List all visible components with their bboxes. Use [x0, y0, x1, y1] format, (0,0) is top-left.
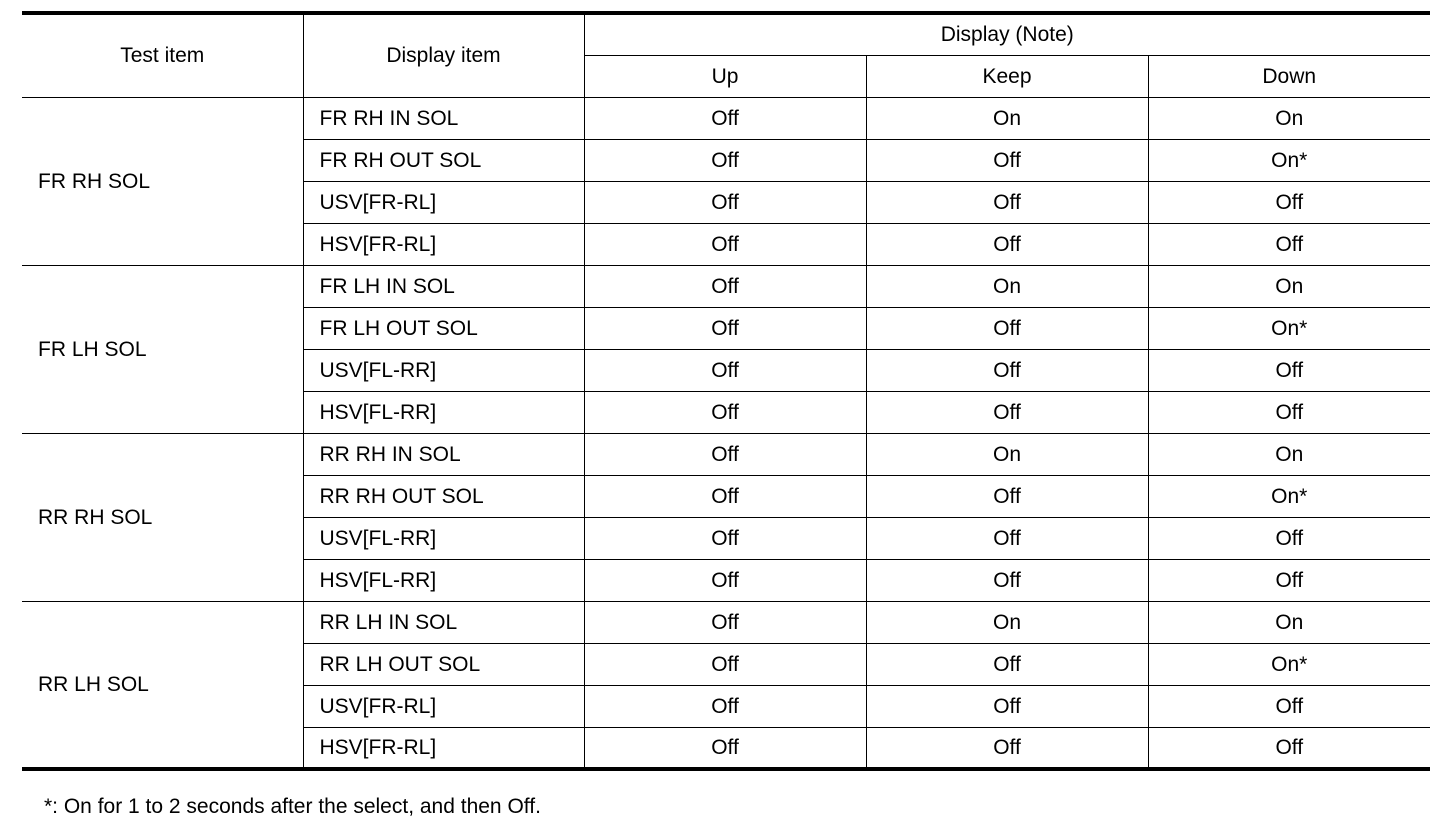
down-value-cell: Off — [1148, 517, 1430, 559]
table-body — [22, 97, 1430, 769]
down-value-cell: On* — [1148, 139, 1430, 181]
up-value-cell: Off — [584, 139, 866, 181]
keep-value-cell: Off — [866, 475, 1148, 517]
keep-value-cell: Off — [866, 517, 1148, 559]
up-value-cell: Off — [584, 265, 866, 307]
keep-value-cell: Off — [866, 559, 1148, 601]
down-value-cell: On — [1148, 265, 1430, 307]
display-item-cell: FR RH IN SOL — [303, 97, 584, 139]
display-item-cell: USV[FR-RL] — [303, 181, 584, 223]
test-item-cell: FR RH SOL — [22, 97, 303, 265]
test-item-cell: RR RH SOL — [22, 433, 303, 601]
down-value-cell: Off — [1148, 685, 1430, 727]
up-value-cell: Off — [584, 685, 866, 727]
header-down: Down — [1148, 55, 1430, 97]
down-value-cell: On — [1148, 433, 1430, 475]
display-item-cell: RR RH IN SOL — [303, 433, 584, 475]
up-value-cell: Off — [584, 727, 866, 769]
header-keep: Keep — [866, 55, 1148, 97]
up-value-cell: Off — [584, 97, 866, 139]
display-item-cell: HSV[FL-RR] — [303, 559, 584, 601]
down-value-cell: Off — [1148, 181, 1430, 223]
down-value-cell: On* — [1148, 643, 1430, 685]
keep-value-cell: Off — [866, 223, 1148, 265]
display-item-cell: HSV[FL-RR] — [303, 391, 584, 433]
down-value-cell: Off — [1148, 727, 1430, 769]
display-item-cell: HSV[FR-RL] — [303, 727, 584, 769]
display-item-cell: USV[FL-RR] — [303, 517, 584, 559]
up-value-cell: Off — [584, 643, 866, 685]
keep-value-cell: Off — [866, 349, 1148, 391]
display-item-cell: HSV[FR-RL] — [303, 223, 584, 265]
down-value-cell: Off — [1148, 559, 1430, 601]
table-row — [22, 601, 1430, 643]
down-value-cell: Off — [1148, 223, 1430, 265]
display-item-cell: RR RH OUT SOL — [303, 475, 584, 517]
up-value-cell: Off — [584, 223, 866, 265]
up-value-cell: Off — [584, 433, 866, 475]
test-item-cell: RR LH SOL — [22, 601, 303, 769]
display-item-cell: FR RH OUT SOL — [303, 139, 584, 181]
up-value-cell: Off — [584, 349, 866, 391]
header-test-item: Test item — [22, 13, 303, 97]
table-header — [22, 13, 1430, 97]
up-value-cell: Off — [584, 181, 866, 223]
keep-value-cell: Off — [866, 307, 1148, 349]
down-value-cell: On — [1148, 97, 1430, 139]
keep-value-cell: On — [866, 601, 1148, 643]
keep-value-cell: Off — [866, 391, 1148, 433]
display-item-cell: USV[FL-RR] — [303, 349, 584, 391]
keep-value-cell: Off — [866, 685, 1148, 727]
down-value-cell: Off — [1148, 391, 1430, 433]
header-display-note: Display (Note) — [584, 13, 1430, 55]
down-value-cell: On* — [1148, 307, 1430, 349]
test-item-cell: FR LH SOL — [22, 265, 303, 433]
up-value-cell: Off — [584, 475, 866, 517]
keep-value-cell: On — [866, 265, 1148, 307]
keep-value-cell: Off — [866, 181, 1148, 223]
keep-value-cell: Off — [866, 139, 1148, 181]
keep-value-cell: Off — [866, 727, 1148, 769]
table-row — [22, 265, 1430, 307]
header-up: Up — [584, 55, 866, 97]
up-value-cell: Off — [584, 601, 866, 643]
down-value-cell: Off — [1148, 349, 1430, 391]
keep-value-cell: Off — [866, 643, 1148, 685]
down-value-cell: On* — [1148, 475, 1430, 517]
display-item-cell: USV[FR-RL] — [303, 685, 584, 727]
up-value-cell: Off — [584, 517, 866, 559]
display-item-cell: RR LH IN SOL — [303, 601, 584, 643]
footnote: *: On for 1 to 2 seconds after the select, and then Off. — [44, 795, 541, 818]
header-display-item: Display item — [303, 13, 584, 97]
up-value-cell: Off — [584, 559, 866, 601]
table-row — [22, 97, 1430, 139]
up-value-cell: Off — [584, 307, 866, 349]
keep-value-cell: On — [866, 433, 1148, 475]
display-item-cell: FR LH OUT SOL — [303, 307, 584, 349]
down-value-cell: On — [1148, 601, 1430, 643]
up-value-cell: Off — [584, 391, 866, 433]
display-item-cell: FR LH IN SOL — [303, 265, 584, 307]
solenoid-test-table — [22, 11, 1430, 771]
table-row — [22, 433, 1430, 475]
display-item-cell: RR LH OUT SOL — [303, 643, 584, 685]
keep-value-cell: On — [866, 97, 1148, 139]
